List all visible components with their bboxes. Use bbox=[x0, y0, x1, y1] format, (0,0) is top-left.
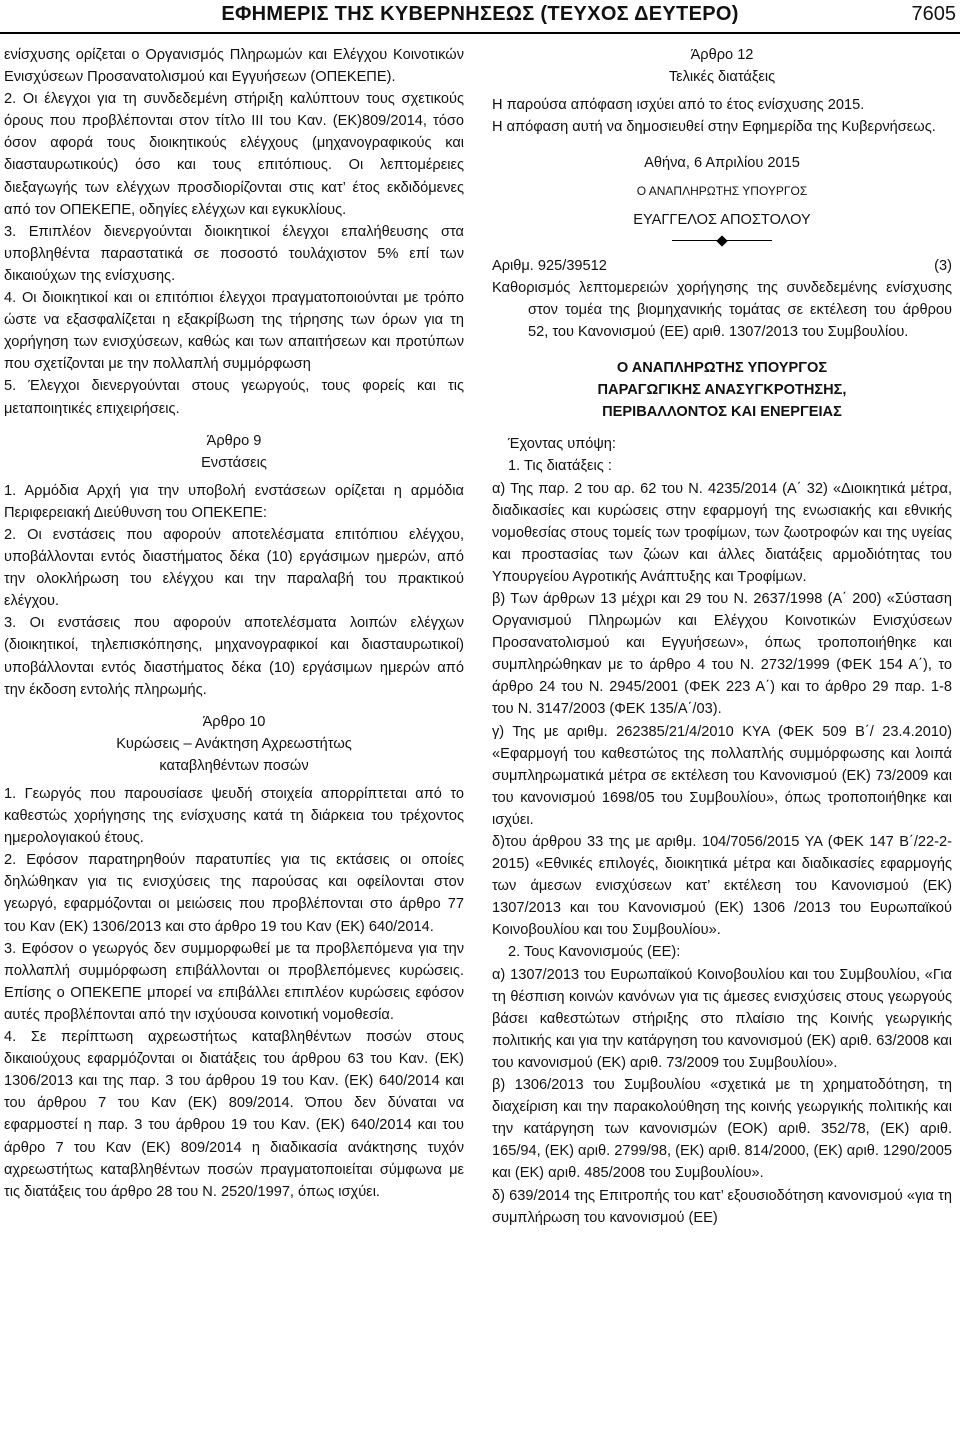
decision-title: Καθορισμός λεπτομερειών χορήγησης της συνδεδεμένης ενίσχυσης στον τομέα της βιομηχανικής τομάτας σε εκτέλεση του άρθρου 52, του Κανονισμού (ΕΕ) αριθ. 1307/2013 του Συμβουλίου. bbox=[492, 279, 952, 340]
signatory-role: Ο ΑΝΑΠΛΗΡΩΤΗΣ ΥΠΟΥΡΓΟΣ bbox=[636, 184, 808, 199]
paragraph: 2. Οι έλεγχοι για τη συνδεδεμένη στήριξη καλύπτουν τους σχετικούς όρους που προβλέπονται στον τίτλο III του Καν. (ΕΚ)809/2014, τόσο όσον αφορά τους διοικητικούς ελέγχους (μηχανογραφικούς και διασταυρωτικούς) όσο και τους επιτόπιους. Οι λεπτομέρειες διεξαγωγής των ελέγχων προσδιορίζονται στις κατ’ έτος εκδιδόμενες από τον ΟΠΕΚΕΠΕ, οδηγίες ελέγχων και εγκυκλίους. bbox=[4, 91, 464, 218]
decision-number: Αριθμ. 925/39512 bbox=[492, 257, 607, 274]
article-10-subtitle: Κυρώσεις – Ανάκτηση Αχρεωστήτως bbox=[116, 735, 352, 752]
paragraph: δ) 639/2014 της Επιτροπής του κατ’ εξουσιοδότηση κανονισμού «για τη συμπλήρωση του κανονισμού (ΕΕ) bbox=[492, 1187, 952, 1226]
decision-index: (3) bbox=[934, 257, 952, 274]
having-regard: Έχοντας υπόψη: bbox=[508, 436, 616, 453]
paragraph: β) 1306/2013 του Συμβουλίου «σχετικά με τη χρηματοδότηση, τη διαχείριση και την παρακολούθηση της κοινής γεωργικής πολιτικής και την κατάργηση των κανονισμών (ΕΟΚ) αριθ. 352/78, (ΕΚ) αριθ. 165/94, (ΕΚ) αριθ. 2799/98, (ΕΚ) αριθ. 814/2000, (ΕΚ) αριθ. 1290/2005 και (ΕΚ) αριθ. 485/2008 του Συμβουλίου». bbox=[492, 1077, 952, 1182]
paragraph: 1. Αρμόδια Αρχή για την υποβολή ενστάσεων ορίζεται η αρμόδια Περιφερειακή Διεύθυνση του ΟΠΕΚΕΠΕ: bbox=[4, 482, 464, 521]
paragraph: γ) Της με αριθμ. 262385/21/4/2010 ΚΥΑ (ΦΕΚ 509 Β΄/ 23.4.2010) «Εφαρμογή του καθεστώτος της πολλαπλής συμμόρφωσης και λοιπά συμπληρωματικά μέτρα σε εκτέλεση του Κανονισμού (ΕΚ) 73/2009 και του κανονισμού 1698/05 του Συμβουλίου», όπως τροποποιήθηκε και ισχύει. bbox=[492, 723, 952, 828]
paragraph: δ)του άρθρου 33 της με αριθμ. 104/7056/2015 ΥΑ (ΦΕΚ 147 Β΄/22-2-2015) «Εθνικές επιλογές, διοικητικά μέτρα και διαδικασίες εφαρμογής των άμεσων ενισχύσεων κατ’ εκτέλεση του Κανονισμού (ΕΚ) 1307/2013 και του Κανονισμού (ΕΚ) 1306 /2013 του Ευρωπαϊκού Κοινοβουλίου και του Συμβουλίου». bbox=[492, 834, 952, 939]
paragraph: Η παρούσα απόφαση ισχύει από το έτος ενίσχυσης 2015. bbox=[492, 97, 865, 114]
signatory-name: ΕΥΑΓΓΕΛΟΣ ΑΠΟΣΤΟΛΟΥ bbox=[633, 211, 811, 228]
paragraph: 4. Σε περίπτωση αχρεωστήτως καταβληθέντων ποσών στους δικαιούχους εφαρμόζονται οι διατάξεις του άρθρου 63 του Καν. (ΕΚ) 1306/2013 και της παρ. 3 του άρθρου 19 του Καν. (ΕΚ) 640/2014 και του άρθρου 7 του Καν (ΕΚ) 809/2014. Όπου δεν δύναται να εφαρμοστεί η παρ. 3 του άρθρου 19 του Καν. (ΕΚ) 640/2014 και του άρθρο 7 του Καν (ΕΚ) 809/2014 η διαδικασία ανάκτησης τυχόν αχρεωστήτως καταβληθέντων ποσών πραγματοποιείται σύμφωνα με τις διατάξεις του άρθρο 28 του Ν. 2520/1997, όπως ισχύει. bbox=[4, 1029, 464, 1200]
article-10-subtitle-line2: καταβληθέντων ποσών bbox=[159, 757, 309, 774]
paragraph: ενίσχυσης ορίζεται ο Οργανισμός Πληρωμών και Ελέγχου Κοινοτικών Ενισχύσεων Προσανατολισμού και Εγγυήσεων (ΟΠΕΚΕΠΕ). bbox=[4, 47, 464, 86]
header-rule bbox=[0, 32, 960, 34]
paragraph: α) Της παρ. 2 του αρ. 62 του Ν. 4235/2014 (Α΄ 32) «Διοικητικά μέτρα, διαδικασίες και κυρώσεις στην εφαρμογή της ενωσιακής και εθνικής νομοθεσίας στους τομείς των τροφίμων, των ζωοτροφών και της υγείας και προστασίας των ζώων και άλλες διατάξεις αρμοδιότητας του Υπουργείου Αγροτικής Ανάπτυξης και Τροφίμων. bbox=[492, 480, 952, 585]
paragraph: 3. Οι ενστάσεις που αφορούν αποτελέσματα λοιπών ελέγχων (διοικητικοί, τηλεπισκόπησης, μηχανογραφικοί και διασταυρωτικοί) υποβάλλονται εντός διαστήματος δέκα (10) εργάσιμων ημερών από την έκδοση εντολής πληρωμής. bbox=[4, 615, 464, 698]
paragraph: Η απόφαση αυτή να δημοσιευθεί στην Εφημερίδα της Κυβερνήσεως. bbox=[492, 119, 936, 136]
paragraph: 4. Οι διοικητικοί και οι επιτόπιοι έλεγχοι πραγματοποιούνται με τρόπο ώστε να εξασφαλίζεται η εξακρίβωση της τήρησης των όρων για τη χορήγηση των ενισχύσεων, καθώς και των απαιτήσεων και προτύπων που σχετίζονται με την πολλαπλή συμμόρφωση bbox=[4, 290, 464, 373]
paragraph: α) 1307/2013 του Ευρωπαϊκού Κοινοβουλίου και του Συμβουλίου, «Για τη θέσπιση κοινών κανόνων για τις άμεσες ενισχύσεις στους γεωργούς βάσει καθεστώτων στήριξης στο πλαίσιο της Κοινής γεωργικής πολιτικής και για την κατάργηση του κανονισμού (ΕΚ) αριθ. 63/2008 και του κανονισμού (ΕΚ) αριθ. 73/2009 του Συμβουλίου». bbox=[492, 966, 952, 1071]
paragraph: 3. Εφόσον ο γεωργός δεν συμμορφωθεί με τα προβλεπόμενα για την πολλαπλή συμμόρφωση επιβάλλονται οι προβλεπόμενες κυρώσεις. Επίσης ο ΟΠΕΚΕΠΕ μπορεί να επιβάλλει επιπλέον κυρώσεις εφόσον αυτές προβλέπονται από την ισχύουσα κοινοτική νομοθεσία. bbox=[4, 940, 464, 1023]
section-divider bbox=[492, 237, 952, 245]
authority-line-3: ΠΕΡΙΒΑΛΛΟΝΤΟΣ ΚΑΙ ΕΝΕΡΓΕΙΑΣ bbox=[602, 404, 842, 421]
item-1: 1. Τις διατάξεις : bbox=[508, 458, 612, 475]
article-10-title: Άρθρο 10 bbox=[202, 713, 266, 730]
paragraph: 2. Εφόσον παρατηρηθούν παρατυπίες για τις εκτάσεις οι οποίες δηλώθηκαν για τις ενισχύσεις της παρούσας και οφείλονται στον γεωργό, εφαρμόζονται οι μειώσεις που προβλέπονται στο άρθρο 77 του Καν (ΕΚ) 1306/2013 και στο άρθρο 19 του Καν (ΕΚ) 640/2014. bbox=[4, 852, 464, 935]
decision-header bbox=[492, 255, 952, 277]
left-column bbox=[4, 44, 464, 1203]
paragraph: 1. Γεωργός που παρουσίασε ψευδή στοιχεία απορρίπτεται από το καθεστώς χορήγησης της ενίσχυσης κατά τη διάρκεια του τρέχοντος ημερολογιακού έτους. bbox=[4, 786, 464, 847]
right-column bbox=[492, 44, 952, 1229]
article-9-subtitle: Ενστάσεις bbox=[201, 454, 267, 471]
diamond-icon bbox=[716, 235, 727, 246]
item-2: 2. Τους Κανονισμούς (ΕΕ): bbox=[508, 944, 681, 961]
paragraph: 3. Επιπλέον διενεργούνται διοικητικοί έλεγχοι επαλήθευσης στα υποβληθέντα παραστατικά σε ποσοστό τουλάχιστον 5% επί των δικαιούχων της ενίσχυσης. bbox=[4, 223, 464, 284]
article-12-title: Άρθρο 12 bbox=[690, 47, 754, 63]
paragraph: 2. Οι ενστάσεις που αφορούν αποτελέσματα επιτόπιου ελέγχου, υποβάλλονται εντός διαστήματος δέκα (10) εργάσιμων ημερών, από την ολοκλήρωση του ελέγχου και την παραλαβή του πρακτικού ελέγχου. bbox=[4, 526, 464, 610]
article-12-subtitle: Τελικές διατάξεις bbox=[668, 69, 776, 86]
paragraph: 5. Έλεγχοι διενεργούνται στους γεωργούς, τους φορείς και τις μεταποιητικές επιχειρήσεις. bbox=[4, 378, 464, 417]
paragraph: β) Των άρθρων 13 μέχρι και 29 του Ν. 2637/1998 (Α΄ 200) «Σύσταση Οργανισμού Πληρωμών και Ελέγχου Κοινοτικών Ενισχύσεων Προσανατολισμού και Εγγυήσεων», όπως τροποποιήθηκε και συμπληρώθηκαν με το άρθρο 4 του Ν. 2732/1999 (ΦΕΚ 154 Α΄), το άρθρο 24 του Ν. 2945/2001 (ΦΕΚ 223 Α΄) και το άρθρο 29 παρ. 1-8 του Ν. 3147/2003 (ΦΕΚ 135/Α΄/03). bbox=[492, 590, 952, 718]
authority-line-1: Ο ΑΝΑΠΛΗΡΩΤΗΣ ΥΠΟΥΡΓΟΣ bbox=[616, 360, 828, 377]
page-number: 7605 bbox=[911, 3, 956, 25]
place-date: Αθήνα, 6 Απριλίου 2015 bbox=[644, 155, 800, 172]
authority-line-2: ΠΑΡΑΓΩΓΙΚΗΣ ΑΝΑΣΥΓΚΡΟΤΗΣΗΣ, bbox=[597, 382, 847, 399]
article-9-title: Άρθρο 9 bbox=[206, 432, 262, 449]
gazette-title: ΕΦΗΜΕΡΙΣ ΤΗΣ ΚΥΒΕΡΝΗΣΕΩΣ (ΤΕΥΧΟΣ ΔΕΥΤΕΡΟ) bbox=[221, 3, 739, 25]
